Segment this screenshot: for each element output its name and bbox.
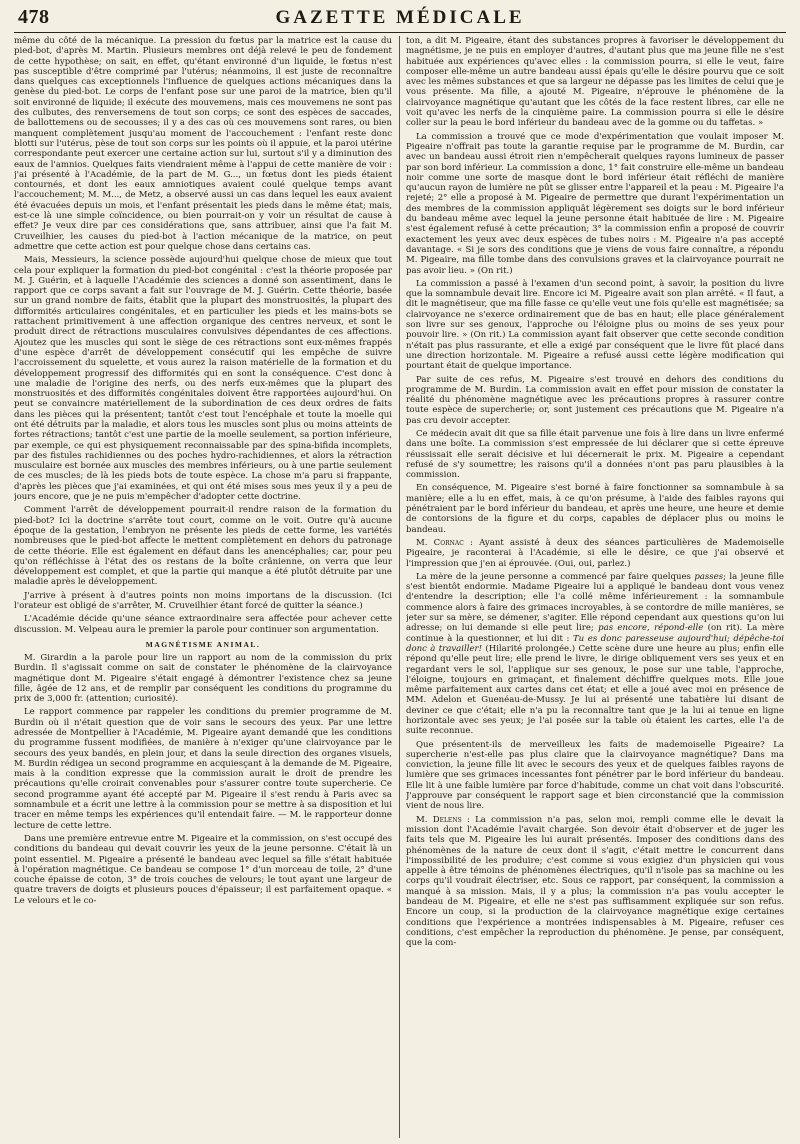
masthead [14,6,786,33]
paragraph: L'Académie décide qu'une séance extraordinaire sera affectée pour achever cette discussion. M. Velpeau aura le premier la parole pour continuer son argumentation. [14,614,392,635]
speaker-name: M. Delens [416,814,462,825]
paragraph [406,572,784,737]
paragraph: J'arrive à présent à d'autres points non moins importans de la discussion. (Ici l'orateur est obligé de s'arrêter, M. Cruveilhier étant forcé de quitter la séance.) [14,590,392,612]
article-columns [14,36,786,1138]
paragraph: même du côté de la mécanique. La pression du fœtus par la matrice est la cause du pied-bot, d'après M. Martin. Plusieurs membres ont déjà relevé le peu de fondement de cette hypothèse; on sait, en effet, qu'étant environné d'un liquide, le fœtus n'est pas susceptible d'être comprimé par l'utérus; néanmoins, il est juste de reconnaître dans quelques cas exceptionnels l'influence de quelques actions mécaniques dans la genèse du pied-bot. Le corps de l'enfant pose sur une paroi de la matrice, bien qu'il soit environné de liquide; il exécute des mouvemens, mais ces mouvemens ne sont pas des culbutes, des renversemens de tout son corps; ce sont des espèces de saccades, de ballottemens ou de secousses; il y a des cas où ces mouvemens sont rares, ou bien manquent complètement jusqu'au moment de l'accouchement : l'enfant reste donc blotti sur l'utérus, pèse de tout son corps sur les points où il appuie, et la paroi utérine correspondante peut exercer une certaine action sur lui, surtout s'il y a diminution des eaux de l'amnios. Quelques faits viendraient même à l'appui de cette manière de voir : j'ai présenté à l'Académie, de la part de M. G..., un fœtus dont les pieds étaient contournés, et dont les eaux amniotiques avaient coulé quelque temps avant l'accouchement; M. M..., de Metz, a observé aussi un cas dans lequel les eaux avaient été évacuées depuis un mois, et l'enfant présentait les pieds dans le même état; mais, est-ce là une simple coïncidence, ou bien pourrait-on y voir un résultat de cause à effet? Je veux dire par ces considérations que, sans attribuer, ainsi que l'a fait M. Cruveilhier, les causes du pied-bot à l'action mécanique de la matrice, on peut admettre que cette action est pour quelque chose dans certains cas. [14,36,392,252]
italic-run: pas encore, répond-elle [598,623,704,634]
newspaper-page [14,6,786,1138]
paragraph: Ce médecin avait dit que sa fille était parvenue une fois à lire dans un livre enfermé dans une boîte. La commission s'est empressée de lui déclarer que si cette épreuve réussissait elle serait décisive et lui décernerait le prix. M. Pigeaire a cependant refusé de s'y soumettre; les raisons qu'il a données n'ont pas paru plausibles à la commission. [406,428,784,481]
paragraph: Le rapport commence par rappeler les conditions du premier programme de M. Burdin où il n'était question que de voir sans le secours des yeux. Par une lettre adressée de Montpellier à l'Académie, M. Pigeaire ayant demandé que les conditions du programme fussent modifiées, de manière à n'exiger qu'une clairvoyance par le secours des yeux bandés, en plein jour, et dans la seule direction des organes visuels, M. Burdin rédigea un second programme en acquiesçant à la demande de M. Pigeaire, mais à la condition expresse que la commission aurait le droit de prendre les précautions qu'elle croirait convenables pour s'assurer contre toute supercherie. Ce second programme ayant été accepté par M. Pigeaire il s'est rendu à Paris avec sa somnambule et a écrit une lettre à la commission pour se mettre à sa disposition et lui tracer en même temps les expériences qu'il entendait faire. — M. le rapporteur donne lecture de cette lettre. [14,707,392,831]
speaker-name: M. Cornac [416,537,464,548]
section-title: MAGNÉTISME ANIMAL. [145,639,261,649]
paragraph: La commission a passé à l'examen d'un second point, à savoir, la position du livre que la somnambule devait lire. Encore ici M. Pigeaire avait son plan arrêté. « Il faut, a dit le magnétiseur, que ma fille fasse ce qu'elle veut une fois qu'elle est magnétisée; sa clairvoyance ne s'exerce ordinairement que de bas en haut; elle place généralement son livre sur ses genoux, l'approche ou l'éloigne plus ou moins de ses yeux pour pouvoir lire. » (On rit.) La commission ayant fait observer que cette seconde condition n'était pas plus rassurante, et elle a exigé par conséquent que le livre fût placé dans une direction horizontale. M. Pigeaire a refusé aussi cette légère modification qui pourtant était de quelque importance. [406,278,784,372]
speech-text: : La commission n'a pas, selon moi, rempli comme elle le devait la mission dont l'Académie l'avait chargée. Son devoir était d'observer et de juger les faits tels que M. Pigeaire les lui aurait présentés. Imposer des conditions dans des phénomènes de la nature de ceux dont il s'agit, c'était mettre le concurrent dans l'impossibilité de les produire; c'est comme si vous exigiez d'un physicien qui vous appelle à être témoins de phénomènes électriques, qu'il n'isole pas sa machine ou les corps qu'il voudrait électriser, etc. Sous ce rapport, par conséquent, la commission a manqué à sa mission. Mais, il y a plus; la commission n'a pas voulu accepter le bandeau de M. Pigeaire, et elle ne s'est pas suffisamment expliquée sur son refus. Encore un coup, si la production de la clairvoyance magnétique exige certaines conditions que l'expérience a montrées indispensables à M. Pigeaire, refuser ces conditions, c'est empêcher la reproduction du phénomène. Je pense, par conséquent, que la com- [406,814,784,949]
text-run: (Hilarité prolongée.) Cette scène dure une heure au plus; enfin elle répond qu'elle peut lire; elle prend le livre, le dirige obliquement vers ses yeux et en regardant vers le sol, l'applique sur ses genoux, le pose sur une table, l'approche, l'éloigne, toujours en grimaçant, et finalement déchiffre quelques mots. Elle joue même parfaitement aux cartes dans cet état; et elle a joué avec moi en présence de MM. Adelon et Guenéau-de-Mussy. Je lui ai présenté une tabatière lui disant de deviner ce que c'était; elle n'a pu la reconnaître tant que je la lui ai tenue en ligne horizontale avec ses yeux; je l'ai posée sur la table où étaient les cartes, elle l'a de suite reconnue. [406,643,784,737]
paragraph: Par suite de ces refus, M. Pigeaire s'est trouvé en dehors des conditions du programme de M. Burdin. La commission avait en effet pour mission de constater la réalité du phénomène magnétique avec les précautions propres à rassurer contre toute espèce de supercherie; or, sont justement ces précautions que M. Pigeaire n'a pas cru devoir accepter. [406,374,784,426]
paragraph: Mais, Messieurs, la science possède aujourd'hui quelque chose de mieux que tout cela pour expliquer la formation du pied-bot congénital : c'est la théorie proposée par M. J. Guérin, et à laquelle l'Académie des sciences a donné son assentiment, dans le rapport que ce corps savant a fait sur l'ouvrage de M. J. Guérin. Cette théorie, basée sur un grand nombre de faits, établit que la plupart des monstruosités, la plupart des difformités articulaires congénitales, et en particulier les pieds et les mains-bots se rattachent primitivement à une affection organique des centres nerveux, et sont le produit direct de rétractions musculaires convulsives dépendantes de ces affections. Ajoutez que les muscles qui sont le siège de ces rétractions sont eux-mêmes frappés d'une espèce d'arrêt de développement consécutif qui les empêche de suivre l'accroissement du squelette, et vous aurez la raison matérielle de la formation et du développement progressif des difformités qui en sont la conséquence. C'est donc à une maladie de l'origine des nerfs, ou des nerfs eux-mêmes que la plupart des monstruosités et des difformités congénitales doivent être rapportées aujourd'hui. On peut se convaincre matériellement de la subordination de ces deux ordres de faits dans les pièces qui la présentent; tantôt c'est tout l'encéphale et toute la moelle qui ont été détruits par la maladie, et alors tous les muscles sont plus ou moins atteints de fortes rétractions; tantôt c'est une partie de la moelle seulement, sa portion inférieure, par exemple, ce qui est physiquement reconnaissable par des spina-bifida incomplets, par des fistules rachidiennes ou des poches hydro-rachidiennes, et alors la rétraction musculaire est bornée aux muscles des membres inférieurs, ou à une partie seulement de ces muscles; de là les pieds bots de toute espèce. La chose m'a paru si frappante, d'après les pièces que j'ai examinées, et qui ont été mises sous mes yeux il y a peu de jours encore, que je ne puis m'empêcher d'adopter cette doctrine. [14,255,392,503]
text-run: ; la jeune fille s'est bientôt endormie. Madame Pigeaire lui a appliqué le bandeau dont vous venez d'entendre la description; elle l'a collé même inférieurement : la somnambule commence alors à faire des grimaces incroyables, à se contordre de mille manières, se jeter sur sa mère, se démener, s'agiter. Elle répond cependant aux questions qu'on lui adresse; on lui demande si elle peut lire; [406,571,784,634]
paragraph: ton, a dit M. Pigeaire, étant des substances propres à favoriser le développement du magnétisme, je ne puis en employer d'autres, d'autant plus que ma jeune fille ne s'est habituée aux expériences qu'avec elles : la commission pourra, si elle le veut, faire composer elle-même un autre bandeau aussi épais qu'elle le désire pourvu que ce soit avec les mêmes substances et que sa largeur ne dépasse pas les limites de celui que je vous présente. Ma fille, a ajouté M. Pigeaire, n'éprouve le phénomène de la clairvoyance magnétique qu'autant que les côtés de la face restent libres, car elle ne voit qu'avec les nerfs de la cinquième paire. La commission pourra si elle le désire coller sur la peau le bord inférieur du bandeau avec de la gomme ou du taffetas. » [406,36,784,129]
column-divider [399,36,400,1138]
paragraph: En conséquence, M. Pigeaire s'est borné à faire fonctionner sa somnambule à sa manière; elle a lu en effet, mais, à ce qu'on présume, à l'aide des faibles rayons qui pénétraient par le bord inférieur du bandeau, et après une heure, une heure et demie de contorsions de la figure et du corps, capables de déplacer plus ou moins le bandeau. [406,483,784,535]
paragraph [406,538,784,569]
text-run: (on rit). La mère continue à la questionner, et lui dit : [406,623,784,644]
speech-text: : Ayant assisté à deux des séances particulières de Mademoiselle Pigeaire, je raconterai à l'Académie, si elle le désire, ce que j'ai observé et l'impression que j'en ai éprouvée. (Oui, oui, parlez.) [406,537,784,569]
paragraph: Dans une première entrevue entre M. Pigeaire et la commission, on s'est occupé des conditions du bandeau qui devait couvrir les yeux de la jeune personne. C'était là un point essentiel. M. Pigeaire a présenté le bandeau avec lequel sa fille s'était habituée à l'opération magnétique. Ce bandeau se compose 1° d'un morceau de toile, 2° d'une couche épaisse de coton, 3° de trois couches de velours; le tout ayant une largeur de quatre travers de doigts et plusieurs pouces d'épaisseur; il est parfaitement opaque. « Le velours et le co- [14,833,392,906]
italic-run: passes [694,571,724,582]
page-number: 478 [18,6,50,28]
right-column [406,36,784,1138]
left-column [14,36,392,1138]
journal-title: GAZETTE MÉDICALE [275,7,525,28]
paragraph: M. Girardin a la parole pour lire un rapport au nom de la commission du prix Burdin. Il s'agissait comme on sait de constater le phénomène de la clairvoyance magnétique dont M. Pigeaire s'était engagé à démontrer l'existence chez sa jeune fille, âgée de 12 ans, et de remplir par conséquent les conditions du programme du prix de 3,000 fr. (attention; curiosité). [14,652,392,705]
paragraph: Comment l'arrêt de développement pourrait-il rendre raison de la formation du pied-bot? Ici la doctrine s'arrête tout court, comme on le voit. Outre qu'à aucune époque de la gestation, l'embryon ne présente les pieds de cette forme, les variétés nombreuses que le pied-bot affecte le mettent complètement en dehors du patronage de cette théorie. Elle est également en défaut dans les anencéphalies; car, pour peu qu'on réfléchisse à l'état des os restans de la boîte crânienne, on verra que leur développement est complet, et que la partie qui manque a été plutôt détruite par une maladie après le développement. [14,505,392,588]
text-run: La mère de la jeune personne a commencé par faire quelques [416,571,695,582]
paragraph: La commission a trouvé que ce mode d'expérimentation que voulait imposer M. Pigeaire n'offrait pas toute la garantie requise par le programme de M. Burdin, car avec un bandeau aussi étroit rien n'empêcherait quelques rayons lumineux de passer par son bord inférieur. La commission a donc, 1° fait construire elle-même un bandeau noir comme une sorte de masque dont le bord inférieur était réfléchi de manière qu'aucun rayon de lumière ne pût se glisser entre l'appareil et la peau : M. Pigeaire l'a rejeté; 2° elle a proposé à M. Pigeaire de permettre que durant l'expérimentation un des membres de la commission appliquât légèrement ses doigts sur le bord inférieur du bandeau même avec lequel la jeune personne était habituée de lire : M. Pigeaire s'est également refusé à cette précaution; 3° la commission enfin a proposé de couvrir exactement les yeux avec deux espèces de tubes noirs : M. Pigeaire n'a pas accepté davantage. « Si je sors des conditions que je viens de vous faire connaître, a répondu M. Pigeaire, ma fille tombe dans des convulsions graves et la clairvoyance pourrait ne pas avoir lieu. » (On rit.) [406,131,784,276]
italic-run: Tu es donc paresseuse aujourd'hui; dépêche-toi donc à travailler! [406,633,784,654]
paragraph [406,815,784,949]
paragraph: Que présentent-ils de merveilleux les faits de mademoiselle Pigeaire? La supercherie n'est-elle pas plus claire que la clairvoyance magnétique? Dans ma conviction, la jeune fille lit avec le secours des yeux et de quelques faibles rayons de lumière que ses grimaces incessantes font pénétrer par le bord inférieur du bandeau. Elle lit à une faible lumière par force d'habitude, comme un chat voit dans l'obscurité. J'approuve par conséquent le rapport sage et bien circonstancié que la commission vient de nous lire. [406,739,784,812]
